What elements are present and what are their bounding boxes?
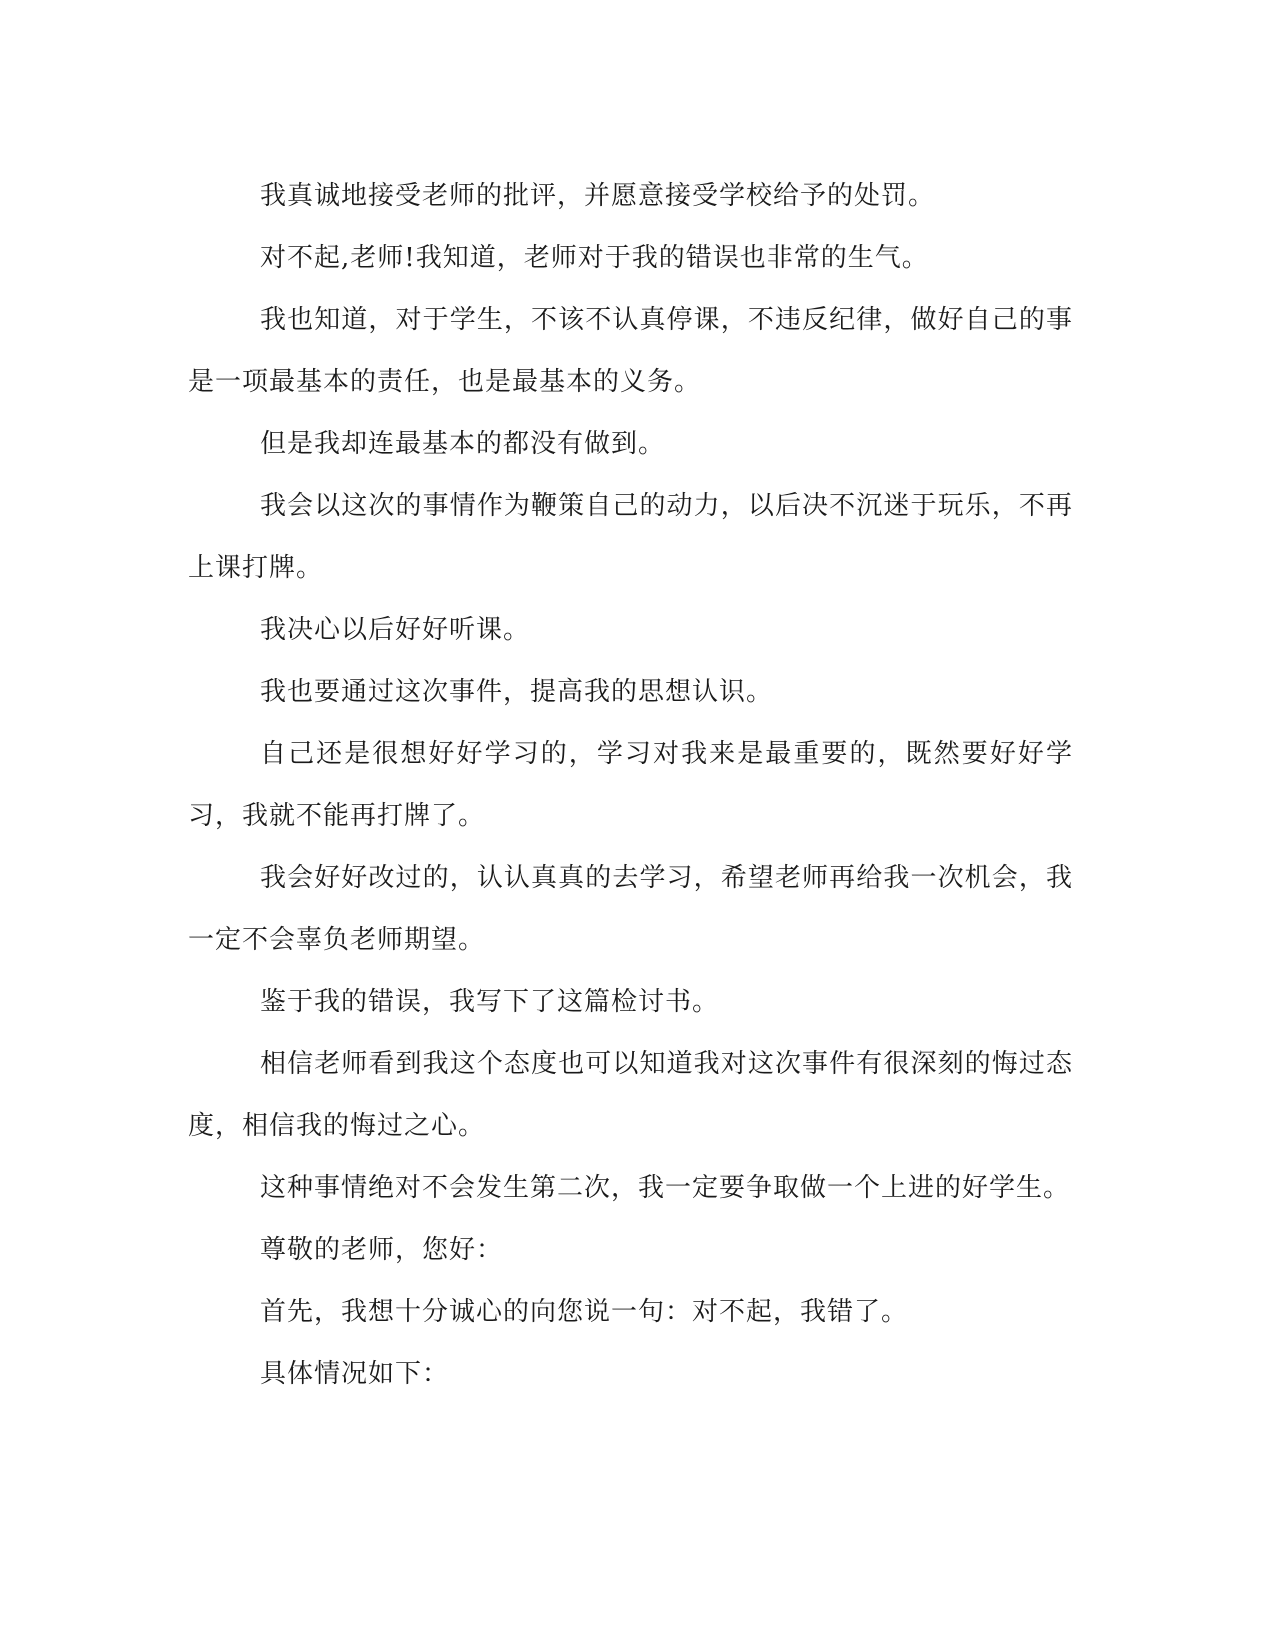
paragraph: 我也要通过这次事件，提高我的思想认识。 bbox=[260, 677, 774, 707]
paragraph: 鉴于我的错误，我写下了这篇检讨书。 bbox=[260, 987, 720, 1017]
paragraph: 对不起,老师!我知道，老师对于我的错误也非常的生气。 bbox=[260, 243, 929, 273]
paragraph: 具体情况如下： bbox=[260, 1359, 450, 1389]
document-body bbox=[188, 165, 1073, 1405]
paragraph: 这种事情绝对不会发生第二次，我一定要争取做一个上进的好学生。 bbox=[260, 1173, 1071, 1203]
paragraph: 相信老师看到我这个态度也可以知道我对这次事件有很深刻的悔过态度，相信我的悔过之心。 bbox=[188, 1049, 1073, 1141]
paragraph: 我会好好改过的，认认真真的去学习，希望老师再给我一次机会，我一定不会辜负老师期望。 bbox=[188, 863, 1073, 955]
paragraph: 我会以这次的事情作为鞭策自己的动力，以后决不沉迷于玩乐，不再上课打牌。 bbox=[188, 491, 1073, 583]
paragraph: 自己还是很想好好学习的，学习对我来是最重要的，既然要好好学习，我就不能再打牌了。 bbox=[188, 739, 1073, 831]
paragraph: 我决心以后好好听课。 bbox=[260, 615, 531, 645]
paragraph: 我也知道，对于学生，不该不认真停课，不违反纪律，做好自己的事是一项最基本的责任，也是最基本的义务。 bbox=[188, 305, 1073, 397]
paragraph: 我真诚地接受老师的批评，并愿意接受学校给予的处罚。 bbox=[260, 181, 936, 211]
paragraph: 首先，我想十分诚心的向您说一句：对不起，我错了。 bbox=[260, 1297, 909, 1327]
paragraph: 但是我却连最基本的都没有做到。 bbox=[260, 429, 666, 459]
salutation: 尊敬的老师，您好： bbox=[260, 1235, 504, 1265]
